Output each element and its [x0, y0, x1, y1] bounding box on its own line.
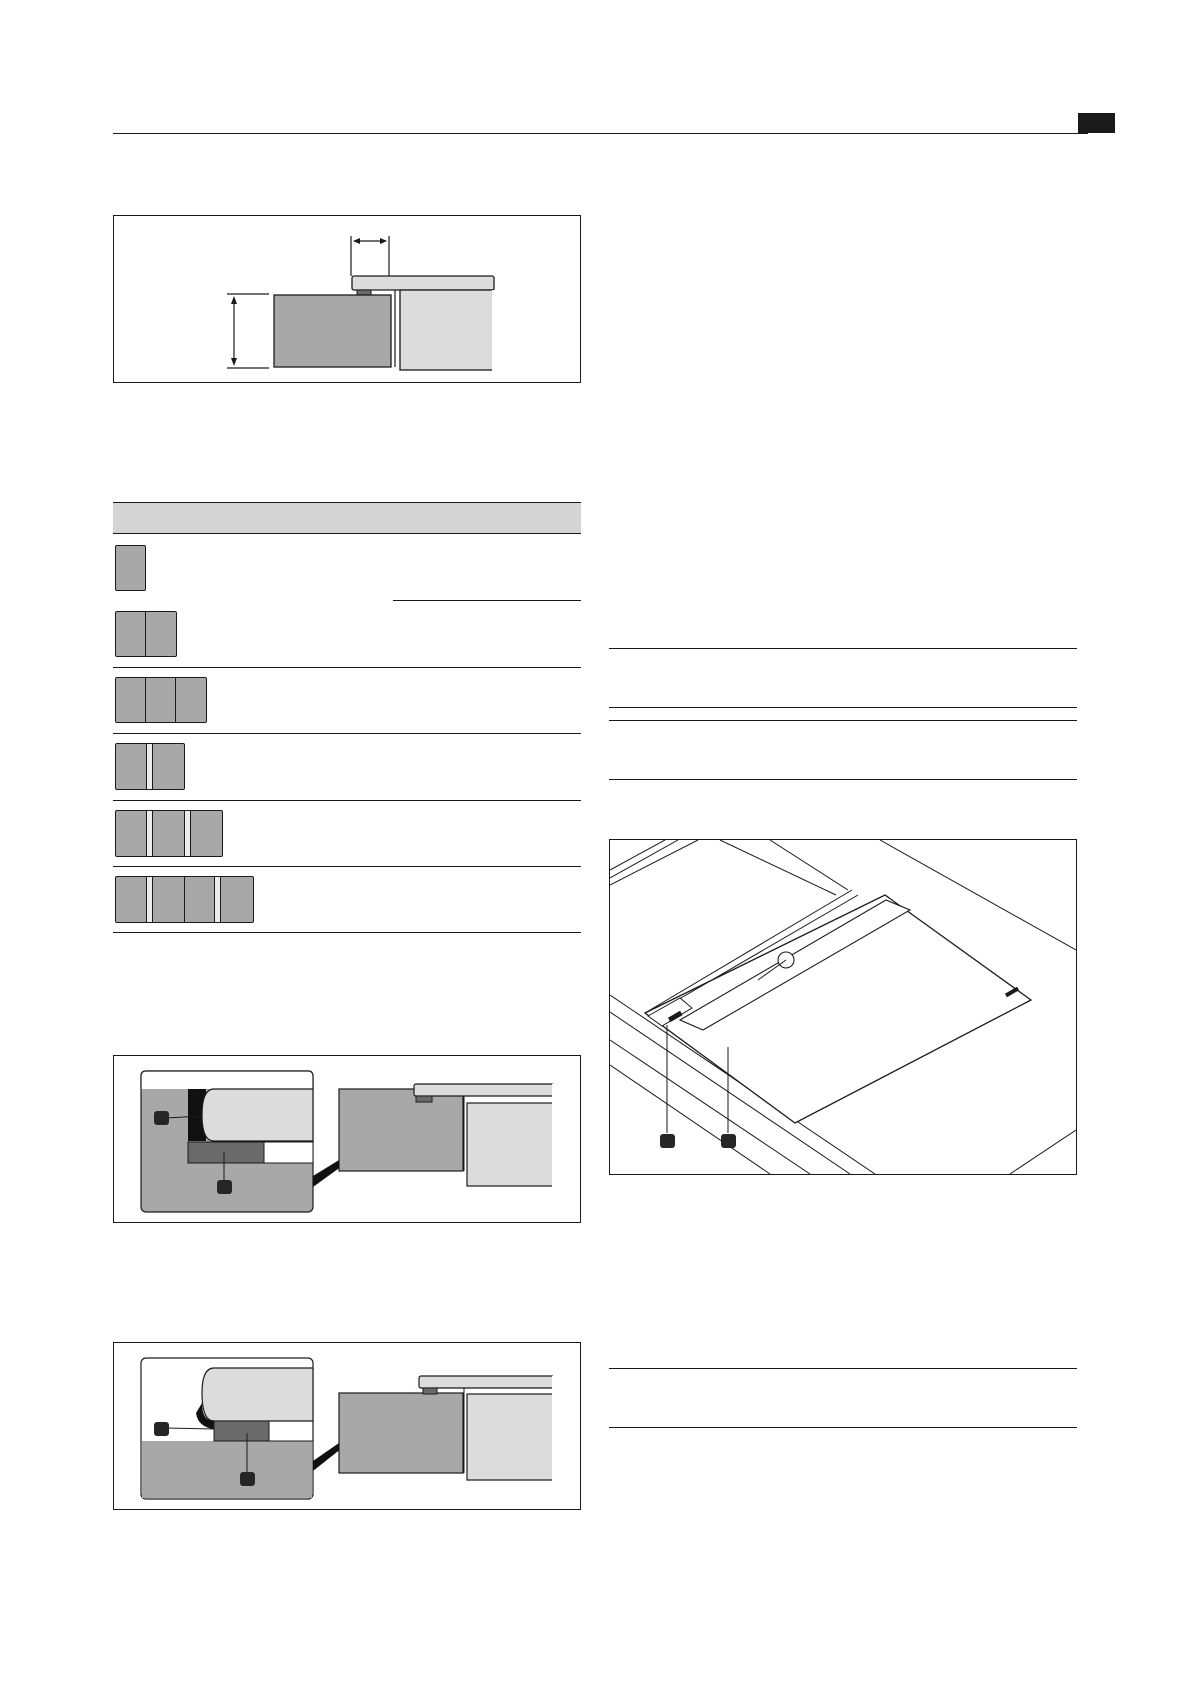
figure-overhang-dimension	[113, 215, 581, 383]
panel-divider	[175, 678, 176, 722]
note-rule	[609, 720, 1077, 721]
panel-cell-icon	[115, 545, 146, 591]
table-row-divider-partial	[393, 600, 581, 601]
note-rule	[609, 1368, 1077, 1369]
page-tab-marker	[1078, 113, 1115, 133]
panel-cell-icon	[115, 810, 223, 857]
table-row	[113, 801, 581, 867]
joint-strip	[184, 811, 191, 856]
note-rule	[609, 648, 1077, 649]
joint-strip	[214, 877, 221, 922]
joint-strip	[146, 877, 153, 922]
note-rule	[609, 1427, 1077, 1428]
joint-strip	[146, 811, 153, 856]
figure-seal-detail-a	[113, 1055, 581, 1223]
table-row	[113, 867, 581, 933]
note-rule	[609, 779, 1077, 780]
table-row	[113, 536, 581, 600]
header-rule	[113, 133, 1088, 134]
panel-cell-icon	[115, 677, 207, 723]
table-row	[113, 602, 581, 666]
panel-divider	[184, 877, 185, 922]
figure-hob-perspective	[609, 839, 1077, 1175]
note-rule	[609, 707, 1077, 708]
table-bottom-rule	[113, 932, 581, 933]
panel-divider	[145, 678, 146, 722]
panel-divider	[145, 612, 146, 656]
joint-strip	[146, 744, 153, 789]
table-row	[113, 668, 581, 732]
figure-seal-detail-b	[113, 1342, 581, 1510]
table-row	[113, 734, 581, 800]
table-header-band	[113, 502, 581, 534]
